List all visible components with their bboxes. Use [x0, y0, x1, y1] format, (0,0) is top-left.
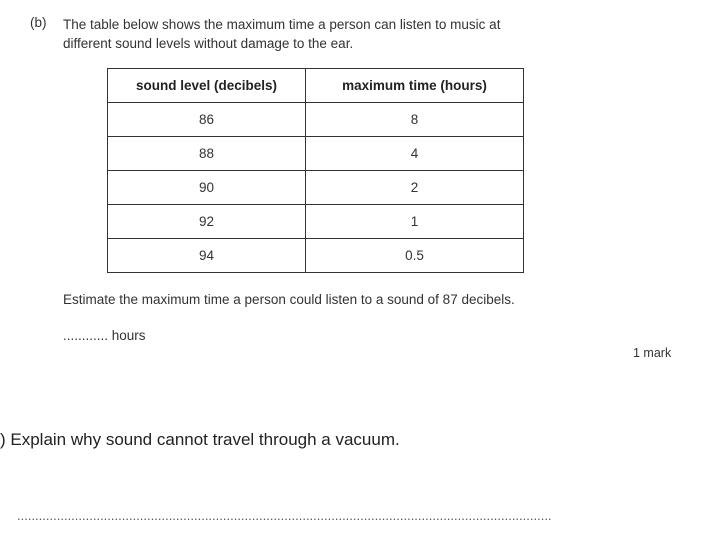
table-row	[108, 171, 524, 205]
table-row	[108, 137, 524, 171]
answer-blank[interactable]: ............	[63, 328, 109, 343]
intro-line-1: The table below shows the maximum time a person can listen to music at	[63, 17, 501, 32]
part-b-label: (b)	[30, 15, 47, 30]
table-cell-max-time: 1	[306, 205, 524, 239]
table-cell-max-time: 4	[306, 137, 524, 171]
table-row	[108, 103, 524, 137]
answer-line	[63, 328, 146, 343]
table-cell-sound-level: 92	[108, 205, 306, 239]
table-cell-sound-level: 88	[108, 137, 306, 171]
table-row	[108, 205, 524, 239]
table-cell-max-time: 2	[306, 171, 524, 205]
answer-dotted-line[interactable]: ....................................................................................................................................................	[17, 508, 552, 523]
table-cell-sound-level: 94	[108, 239, 306, 273]
intro-line-2: different sound levels without damage to the ear.	[63, 36, 354, 51]
column-header-max-time: maximum time (hours)	[306, 69, 524, 103]
table-cell-sound-level: 90	[108, 171, 306, 205]
table-cell-max-time: 8	[306, 103, 524, 137]
sound-level-table	[107, 68, 524, 273]
table-header-row	[108, 69, 524, 103]
mark-allocation: 1 mark	[633, 346, 672, 360]
answer-unit: hours	[111, 328, 146, 343]
column-header-sound-level: sound level (decibels)	[108, 69, 306, 103]
question-intro	[63, 15, 500, 53]
table-row	[108, 239, 524, 273]
estimate-question: Estimate the maximum time a person could listen to a sound of 87 decibels.	[63, 292, 515, 307]
table-cell-max-time: 0.5	[306, 239, 524, 273]
vacuum-question: ) Explain why sound cannot travel through a vacuum.	[0, 430, 400, 449]
table-cell-sound-level: 86	[108, 103, 306, 137]
